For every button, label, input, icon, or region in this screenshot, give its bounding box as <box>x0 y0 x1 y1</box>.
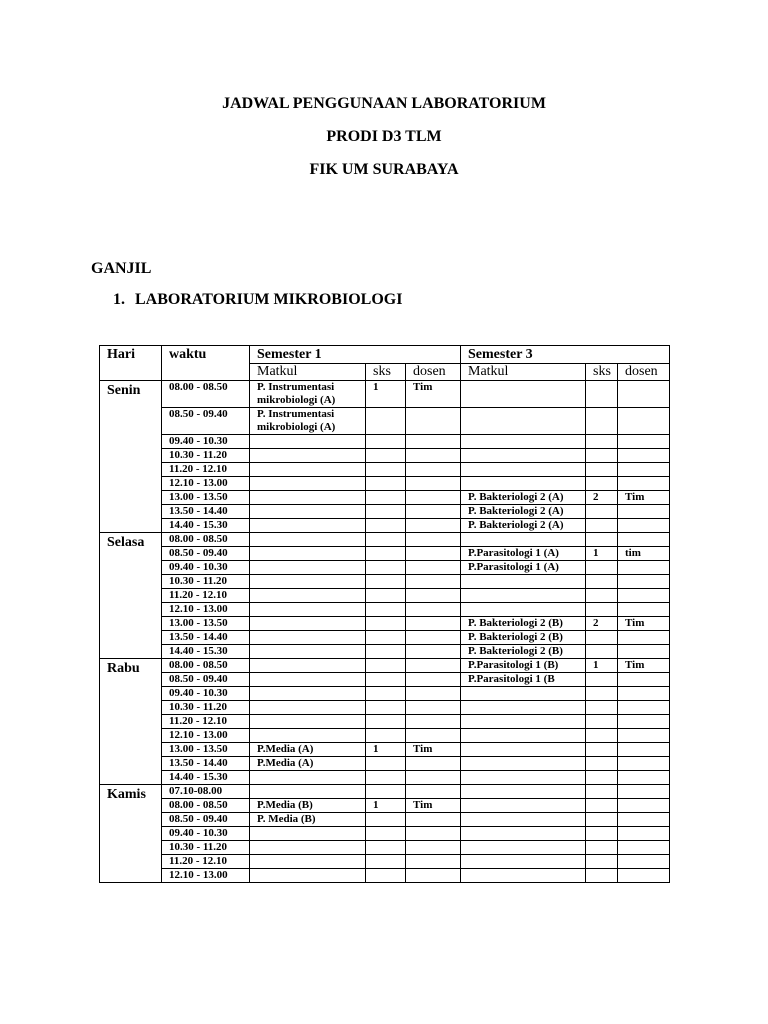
sem1-sks-cell <box>366 813 406 827</box>
sem3-dosen-cell <box>618 575 670 589</box>
sem3-dosen-cell: Tim <box>618 617 670 631</box>
table-row <box>100 869 670 883</box>
sem1-dosen-cell <box>406 771 461 785</box>
sem1-sks-cell <box>366 435 406 449</box>
sem3-dosen-cell <box>618 757 670 771</box>
sem1-sks-cell <box>366 687 406 701</box>
sem3-sks-cell: 1 <box>586 659 618 673</box>
sem3-matkul-cell <box>461 381 586 408</box>
table-row <box>100 757 670 771</box>
sem3-matkul-cell <box>461 757 586 771</box>
sem3-dosen-cell <box>618 505 670 519</box>
sem3-sks-cell <box>586 813 618 827</box>
table-header-row-1 <box>100 346 670 364</box>
sem3-matkul-cell <box>461 869 586 883</box>
table-row <box>100 589 670 603</box>
sem1-matkul-cell <box>250 701 366 715</box>
sem3-sks-cell: 2 <box>586 617 618 631</box>
time-cell: 13.50 - 14.40 <box>162 505 250 519</box>
sem3-dosen-cell <box>618 463 670 477</box>
sem3-matkul-cell <box>461 729 586 743</box>
sem1-sks-cell <box>366 561 406 575</box>
sem1-matkul-cell <box>250 505 366 519</box>
time-cell: 10.30 - 11.20 <box>162 575 250 589</box>
table-row <box>100 799 670 813</box>
sem3-dosen-cell <box>618 477 670 491</box>
sem1-sks-cell <box>366 575 406 589</box>
sem1-dosen-cell <box>406 715 461 729</box>
time-cell: 08.00 - 08.50 <box>162 799 250 813</box>
sem1-sks-cell <box>366 701 406 715</box>
sem1-matkul-cell <box>250 603 366 617</box>
sem3-sks-cell <box>586 589 618 603</box>
sem1-matkul-cell <box>250 491 366 505</box>
sem1-dosen-cell <box>406 519 461 533</box>
sem3-sks-cell <box>586 869 618 883</box>
sem1-sks-cell <box>366 827 406 841</box>
sem1-sks-cell <box>366 408 406 435</box>
sem3-matkul-cell <box>461 533 586 547</box>
sem1-matkul-cell <box>250 855 366 869</box>
sem1-matkul-cell <box>250 561 366 575</box>
sem1-dosen-cell <box>406 449 461 463</box>
table-row <box>100 617 670 631</box>
sem1-sks-cell <box>366 729 406 743</box>
header-sem3-matkul: Matkul <box>461 364 586 381</box>
sem1-sks-cell <box>366 631 406 645</box>
table-row <box>100 813 670 827</box>
sem1-matkul-cell <box>250 715 366 729</box>
sem3-matkul-cell: P. Bakteriologi 2 (A) <box>461 519 586 533</box>
sem3-sks-cell <box>586 701 618 715</box>
time-cell: 11.20 - 12.10 <box>162 715 250 729</box>
sem3-dosen-cell <box>618 869 670 883</box>
sem1-matkul-cell <box>250 449 366 463</box>
sem1-sks-cell <box>366 715 406 729</box>
sem3-matkul-cell <box>461 408 586 435</box>
sem3-dosen-cell <box>618 533 670 547</box>
sem1-sks-cell <box>366 841 406 855</box>
time-cell: 11.20 - 12.10 <box>162 855 250 869</box>
time-cell: 13.00 - 13.50 <box>162 743 250 757</box>
sem1-matkul-cell <box>250 827 366 841</box>
sem3-dosen-cell <box>618 381 670 408</box>
sem3-dosen-cell <box>618 729 670 743</box>
table-row <box>100 519 670 533</box>
time-cell: 13.50 - 14.40 <box>162 757 250 771</box>
table-row <box>100 463 670 477</box>
sem3-sks-cell <box>586 855 618 869</box>
sem3-sks-cell <box>586 561 618 575</box>
semester-section-heading: GANJIL <box>91 260 152 277</box>
sem3-sks-cell <box>586 575 618 589</box>
table-row <box>100 645 670 659</box>
table-row <box>100 561 670 575</box>
sem1-sks-cell <box>366 659 406 673</box>
sem3-matkul-cell <box>461 603 586 617</box>
sem1-matkul-cell <box>250 687 366 701</box>
sem1-dosen-cell: Tim <box>406 381 461 408</box>
sem1-matkul-cell <box>250 631 366 645</box>
sem1-matkul-cell: P. Instrumentasi mikrobiologi (A) <box>250 408 366 435</box>
sem1-matkul-cell <box>250 617 366 631</box>
sem3-matkul-cell: P.Parasitologi 1 (A) <box>461 547 586 561</box>
sem3-matkul-cell <box>461 743 586 757</box>
sem3-matkul-cell <box>461 785 586 799</box>
sem1-dosen-cell <box>406 547 461 561</box>
lab-number: 1. <box>113 291 125 308</box>
sem1-dosen-cell <box>406 575 461 589</box>
schedule-body <box>100 381 670 883</box>
sem3-dosen-cell <box>618 631 670 645</box>
header-semester-3: Semester 3 <box>461 346 670 364</box>
sem3-matkul-cell: P. Bakteriologi 2 (B) <box>461 617 586 631</box>
sem3-matkul-cell: P. Bakteriologi 2 (A) <box>461 505 586 519</box>
sem3-matkul-cell: P. Bakteriologi 2 (A) <box>461 491 586 505</box>
sem3-matkul-cell: P.Parasitologi 1 (A) <box>461 561 586 575</box>
sem3-dosen-cell <box>618 645 670 659</box>
sem1-dosen-cell <box>406 589 461 603</box>
time-cell: 10.30 - 11.20 <box>162 449 250 463</box>
sem1-sks-cell <box>366 463 406 477</box>
sem3-sks-cell <box>586 505 618 519</box>
sem1-dosen-cell <box>406 673 461 687</box>
sem3-matkul-cell <box>461 589 586 603</box>
sem3-matkul-cell <box>461 771 586 785</box>
sem1-sks-cell <box>366 533 406 547</box>
table-row <box>100 603 670 617</box>
sem3-sks-cell <box>586 645 618 659</box>
sem3-sks-cell <box>586 799 618 813</box>
header-semester-1: Semester 1 <box>250 346 461 364</box>
sem1-dosen-cell <box>406 827 461 841</box>
sem3-matkul-cell: P. Bakteriologi 2 (B) <box>461 631 586 645</box>
time-cell: 13.00 - 13.50 <box>162 617 250 631</box>
sem1-sks-cell <box>366 855 406 869</box>
sem1-matkul-cell <box>250 645 366 659</box>
sem1-dosen-cell <box>406 701 461 715</box>
sem1-dosen-cell <box>406 645 461 659</box>
time-cell: 08.00 - 08.50 <box>162 659 250 673</box>
sem1-dosen-cell <box>406 408 461 435</box>
sem1-matkul-cell: P.Media (A) <box>250 757 366 771</box>
sem3-sks-cell: 2 <box>586 491 618 505</box>
sem1-dosen-cell <box>406 841 461 855</box>
time-cell: 08.50 - 09.40 <box>162 547 250 561</box>
sem1-matkul-cell: P.Media (B) <box>250 799 366 813</box>
sem3-dosen-cell <box>618 799 670 813</box>
sem3-dosen-cell <box>618 785 670 799</box>
sem3-dosen-cell <box>618 841 670 855</box>
time-cell: 10.30 - 11.20 <box>162 841 250 855</box>
sem1-dosen-cell <box>406 631 461 645</box>
table-row <box>100 827 670 841</box>
sem1-sks-cell <box>366 505 406 519</box>
sem1-matkul-cell <box>250 659 366 673</box>
sem3-dosen-cell: tim <box>618 547 670 561</box>
table-row <box>100 547 670 561</box>
header-sem1-dosen: dosen <box>406 364 461 381</box>
table-header-row-2 <box>100 364 670 381</box>
sem1-dosen-cell <box>406 855 461 869</box>
sem3-dosen-cell <box>618 715 670 729</box>
sem3-matkul-cell: P.Parasitologi 1 (B) <box>461 659 586 673</box>
sem3-sks-cell <box>586 603 618 617</box>
sem1-matkul-cell <box>250 841 366 855</box>
sem1-sks-cell <box>366 673 406 687</box>
sem1-sks-cell <box>366 477 406 491</box>
sem1-matkul-cell <box>250 771 366 785</box>
sem3-dosen-cell <box>618 855 670 869</box>
header-hari: Hari <box>100 346 162 364</box>
sem1-sks-cell <box>366 547 406 561</box>
sem1-dosen-cell <box>406 687 461 701</box>
header-sem1-matkul: Matkul <box>250 364 366 381</box>
sem3-sks-cell <box>586 771 618 785</box>
sem1-dosen-cell <box>406 813 461 827</box>
sem1-dosen-cell <box>406 603 461 617</box>
sem3-sks-cell <box>586 673 618 687</box>
time-cell: 09.40 - 10.30 <box>162 435 250 449</box>
sem3-sks-cell <box>586 381 618 408</box>
table-row <box>100 673 670 687</box>
sem1-dosen-cell <box>406 785 461 799</box>
time-cell: 08.50 - 09.40 <box>162 673 250 687</box>
table-row <box>100 491 670 505</box>
sem1-sks-cell <box>366 603 406 617</box>
sem1-matkul-cell <box>250 463 366 477</box>
table-row <box>100 855 670 869</box>
sem3-matkul-cell: P.Parasitologi 1 (B <box>461 673 586 687</box>
sem3-dosen-cell <box>618 435 670 449</box>
sem3-matkul-cell <box>461 687 586 701</box>
sem3-dosen-cell <box>618 449 670 463</box>
time-cell: 14.40 - 15.30 <box>162 519 250 533</box>
table-row <box>100 631 670 645</box>
sem3-sks-cell <box>586 449 618 463</box>
sem1-matkul-cell <box>250 673 366 687</box>
time-cell: 07.10-08.00 <box>162 785 250 799</box>
table-row <box>100 785 670 799</box>
sem3-dosen-cell <box>618 743 670 757</box>
lab-heading <box>113 291 402 309</box>
table-row <box>100 435 670 449</box>
sem3-sks-cell <box>586 463 618 477</box>
sem3-sks-cell <box>586 841 618 855</box>
day-cell: Senin <box>100 381 162 533</box>
day-cell: Selasa <box>100 533 162 659</box>
sem1-dosen-cell <box>406 561 461 575</box>
table-row <box>100 715 670 729</box>
document-subtitle-institution: FIK UM SURABAYA <box>309 161 459 178</box>
sem1-matkul-cell: P. Media (B) <box>250 813 366 827</box>
sem1-dosen-cell <box>406 729 461 743</box>
time-cell: 12.10 - 13.00 <box>162 869 250 883</box>
sem1-dosen-cell <box>406 617 461 631</box>
sem1-dosen-cell <box>406 435 461 449</box>
sem1-dosen-cell: Tim <box>406 799 461 813</box>
table-row <box>100 381 670 408</box>
sem3-dosen-cell <box>618 771 670 785</box>
sem3-dosen-cell: Tim <box>618 491 670 505</box>
sem3-matkul-cell <box>461 449 586 463</box>
sem1-dosen-cell <box>406 505 461 519</box>
lab-title: LABORATORIUM MIKROBIOLOGI <box>135 291 403 308</box>
sem3-sks-cell <box>586 715 618 729</box>
table-row <box>100 841 670 855</box>
sem1-dosen-cell <box>406 491 461 505</box>
sem3-dosen-cell <box>618 687 670 701</box>
sem1-sks-cell <box>366 645 406 659</box>
header-hari-cont <box>100 364 162 381</box>
sem1-dosen-cell <box>406 659 461 673</box>
sem1-matkul-cell <box>250 435 366 449</box>
sem1-matkul-cell <box>250 547 366 561</box>
sem1-sks-cell <box>366 491 406 505</box>
sem1-sks-cell <box>366 785 406 799</box>
time-cell: 12.10 - 13.00 <box>162 603 250 617</box>
sem1-sks-cell <box>366 869 406 883</box>
time-cell: 08.00 - 08.50 <box>162 533 250 547</box>
sem3-sks-cell <box>586 687 618 701</box>
sem1-dosen-cell <box>406 463 461 477</box>
document-title: JADWAL PENGGUNAAN LABORATORIUM <box>222 95 546 112</box>
time-cell: 08.00 - 08.50 <box>162 381 250 408</box>
table-row <box>100 771 670 785</box>
sem3-sks-cell <box>586 435 618 449</box>
sem1-dosen-cell <box>406 477 461 491</box>
table-row <box>100 743 670 757</box>
sem1-sks-cell <box>366 589 406 603</box>
sem3-matkul-cell <box>461 701 586 715</box>
time-cell: 11.20 - 12.10 <box>162 463 250 477</box>
sem1-sks-cell <box>366 757 406 771</box>
header-waktu: waktu <box>162 346 250 364</box>
time-cell: 09.40 - 10.30 <box>162 827 250 841</box>
sem1-sks-cell <box>366 617 406 631</box>
document-subtitle-prodi: PRODI D3 TLM <box>326 128 442 145</box>
sem1-matkul-cell: P.Media (A) <box>250 743 366 757</box>
time-cell: 10.30 - 11.20 <box>162 701 250 715</box>
sem3-dosen-cell <box>618 561 670 575</box>
sem1-matkul-cell <box>250 785 366 799</box>
time-cell: 08.50 - 09.40 <box>162 813 250 827</box>
sem3-matkul-cell: P. Bakteriologi 2 (B) <box>461 645 586 659</box>
table-row <box>100 659 670 673</box>
day-cell: Rabu <box>100 659 162 785</box>
sem3-dosen-cell <box>618 827 670 841</box>
sem1-matkul-cell <box>250 533 366 547</box>
time-cell: 14.40 - 15.30 <box>162 771 250 785</box>
sem1-matkul-cell <box>250 519 366 533</box>
sem1-sks-cell <box>366 449 406 463</box>
sem1-matkul-cell <box>250 729 366 743</box>
header-sem3-sks: sks <box>586 364 618 381</box>
sem3-matkul-cell <box>461 477 586 491</box>
time-cell: 09.40 - 10.30 <box>162 687 250 701</box>
table-row <box>100 701 670 715</box>
table-row <box>100 408 670 435</box>
sem3-dosen-cell <box>618 589 670 603</box>
sem1-matkul-cell <box>250 589 366 603</box>
sem1-sks-cell <box>366 771 406 785</box>
table-row <box>100 729 670 743</box>
sem1-matkul-cell <box>250 575 366 589</box>
time-cell: 12.10 - 13.00 <box>162 477 250 491</box>
sem3-matkul-cell <box>461 841 586 855</box>
table-row <box>100 687 670 701</box>
sem1-matkul-cell <box>250 477 366 491</box>
sem3-dosen-cell <box>618 701 670 715</box>
sem3-matkul-cell <box>461 799 586 813</box>
sem3-matkul-cell <box>461 855 586 869</box>
table-row <box>100 477 670 491</box>
time-cell: 12.10 - 13.00 <box>162 729 250 743</box>
sem3-sks-cell: 1 <box>586 547 618 561</box>
sem1-dosen-cell: Tim <box>406 743 461 757</box>
sem1-matkul-cell <box>250 869 366 883</box>
sem1-sks-cell <box>366 519 406 533</box>
sem3-dosen-cell <box>618 673 670 687</box>
sem3-sks-cell <box>586 408 618 435</box>
time-cell: 09.40 - 10.30 <box>162 561 250 575</box>
sem3-sks-cell <box>586 785 618 799</box>
header-sem3-dosen: dosen <box>618 364 670 381</box>
sem3-matkul-cell <box>461 715 586 729</box>
sem3-dosen-cell <box>618 813 670 827</box>
table-row <box>100 575 670 589</box>
table-row <box>100 505 670 519</box>
sem3-matkul-cell <box>461 827 586 841</box>
sem3-sks-cell <box>586 827 618 841</box>
day-cell: Kamis <box>100 785 162 883</box>
time-cell: 13.00 - 13.50 <box>162 491 250 505</box>
time-cell: 13.50 - 14.40 <box>162 631 250 645</box>
table-row <box>100 449 670 463</box>
sem1-sks-cell: 1 <box>366 743 406 757</box>
header-sem1-sks: sks <box>366 364 406 381</box>
time-cell: 14.40 - 15.30 <box>162 645 250 659</box>
sem1-dosen-cell <box>406 757 461 771</box>
sem3-dosen-cell <box>618 603 670 617</box>
table-row <box>100 533 670 547</box>
time-cell: 08.50 - 09.40 <box>162 408 250 435</box>
sem1-dosen-cell <box>406 869 461 883</box>
sem3-sks-cell <box>586 477 618 491</box>
sem3-sks-cell <box>586 631 618 645</box>
header-waktu-cont <box>162 364 250 381</box>
sem3-sks-cell <box>586 757 618 771</box>
schedule-table <box>99 345 670 883</box>
sem3-matkul-cell <box>461 813 586 827</box>
sem1-matkul-cell: P. Instrumentasi mikrobiologi (A) <box>250 381 366 408</box>
sem3-dosen-cell <box>618 408 670 435</box>
sem3-dosen-cell <box>618 519 670 533</box>
sem3-sks-cell <box>586 533 618 547</box>
sem3-dosen-cell: Tim <box>618 659 670 673</box>
sem3-matkul-cell <box>461 435 586 449</box>
sem3-matkul-cell <box>461 575 586 589</box>
sem1-sks-cell: 1 <box>366 799 406 813</box>
sem3-matkul-cell <box>461 463 586 477</box>
sem3-sks-cell <box>586 729 618 743</box>
sem1-sks-cell: 1 <box>366 381 406 408</box>
sem3-sks-cell <box>586 743 618 757</box>
sem1-dosen-cell <box>406 533 461 547</box>
sem3-sks-cell <box>586 519 618 533</box>
time-cell: 11.20 - 12.10 <box>162 589 250 603</box>
